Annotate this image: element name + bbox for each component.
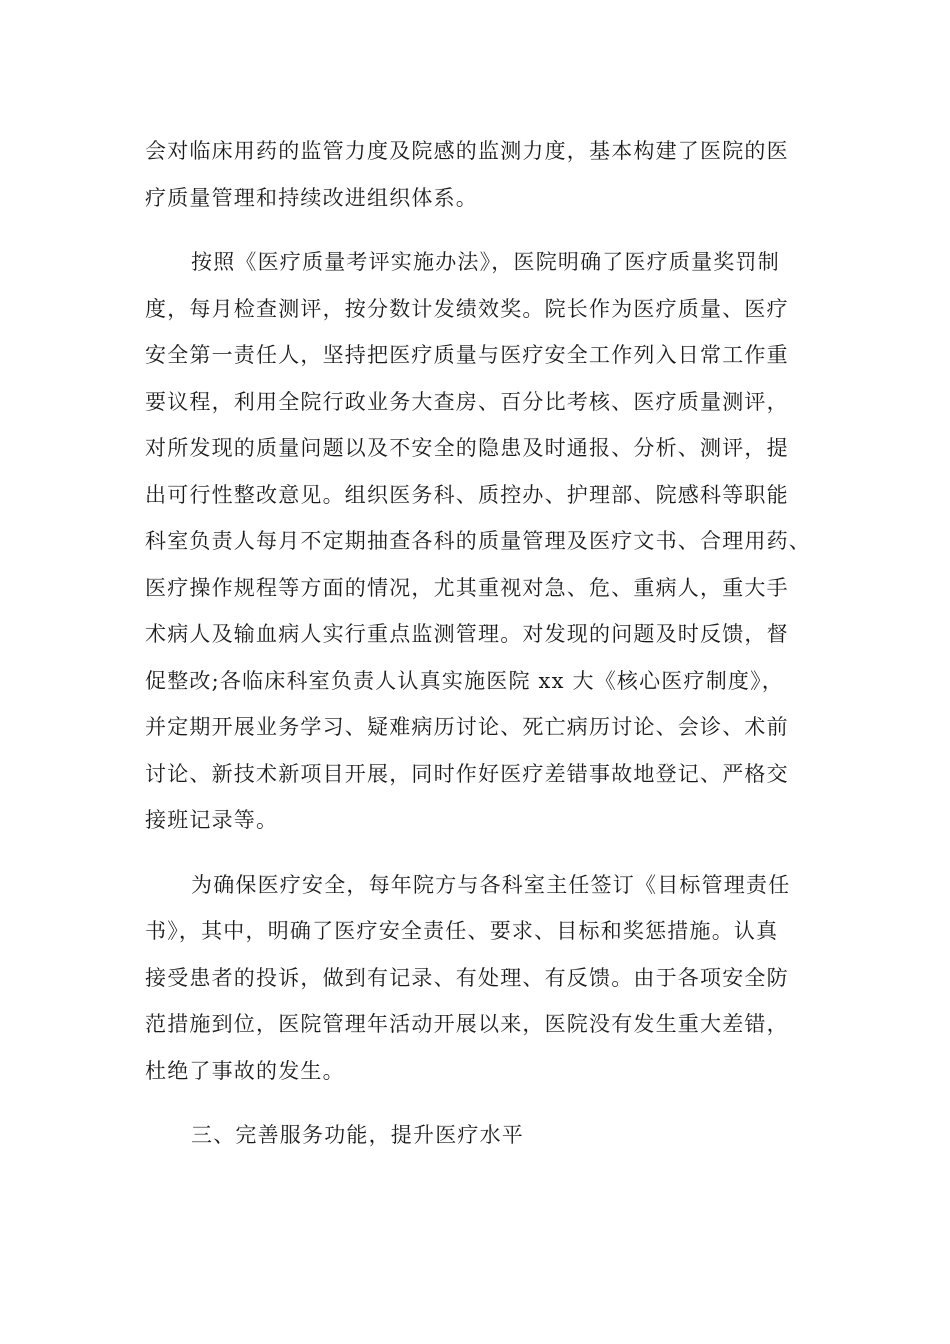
text-line: 杜绝了事故的发生。 <box>145 1058 345 1083</box>
text-line: 并定期开展业务学习、疑难病历讨论、死亡病历讨论、会诊、术前 <box>145 715 789 739</box>
text-line: 接班记录等。 <box>145 808 279 832</box>
text-line: 科室负责人每月不定期抽查各科的质量管理及医疗文书、合理用药、 <box>145 529 811 553</box>
text-line: 要议程，利用全院行政业务大查房、百分比考核、医疗质量测评， <box>145 389 789 414</box>
text-line: 度，每月检查测评，按分数计发绩效奖。院长作为医疗质量、医疗 <box>145 296 789 321</box>
paragraph-medical-safety <box>145 862 805 1095</box>
paragraph-gap <box>145 1094 805 1112</box>
text-line: 会对临床用药的监管力度及院感的监测力度，基本构建了医院的医 <box>145 139 789 163</box>
text-line: 按照《医疗质量考评实施办法》，医院明确了医疗质量奖罚制 <box>191 250 780 274</box>
section-heading <box>145 1112 805 1159</box>
text-line: 术病人及输血病人实行重点监测管理。对发现的问题及时反馈，督 <box>145 622 789 646</box>
text-line: 范措施到位，医院管理年活动开展以来，医院没有发生重大差错， <box>145 1012 789 1036</box>
text-line: 出可行性整改意见。组织医务科、质控办、护理部、院感科等职能 <box>145 482 789 507</box>
paragraph-quality-assessment <box>145 239 811 844</box>
text-line: 疗质量管理和持续改进组织体系。 <box>145 185 478 210</box>
text-line: 医疗操作规程等方面的情况，尤其重视对急、危、重病人，重大手 <box>145 575 789 600</box>
text-line: 接受患者的投诉，做到有记录、有处理、有反馈。由于各项安全防 <box>145 965 789 990</box>
text-line: 书》，其中，明确了医疗安全责任、要求、目标和奖惩措施。认真 <box>145 919 779 943</box>
document-body <box>145 128 811 1159</box>
text-line: 对所发现的质量问题以及不安全的隐患及时通报、分析、测评，提 <box>145 436 789 460</box>
text-line: 促整改;各临床科室负责人认真实施医院 xx 大《核心医疗制度》， <box>145 668 785 693</box>
section-heading-text: 三、完善服务功能，提升医疗水平 <box>191 1123 524 1147</box>
paragraph-gap <box>145 221 805 239</box>
text-line: 讨论、新技术新项目开展，同时作好医疗差错事故地登记、严格交 <box>145 761 789 786</box>
text-line: 为确保医疗安全，每年院方与各科室主任签订《目标管理责任 <box>191 872 791 897</box>
paragraph-gap <box>145 844 805 862</box>
paragraph-continuation <box>145 128 805 221</box>
text-line: 安全第一责任人，坚持把医疗质量与医疗安全工作列入日常工作重 <box>145 343 789 367</box>
